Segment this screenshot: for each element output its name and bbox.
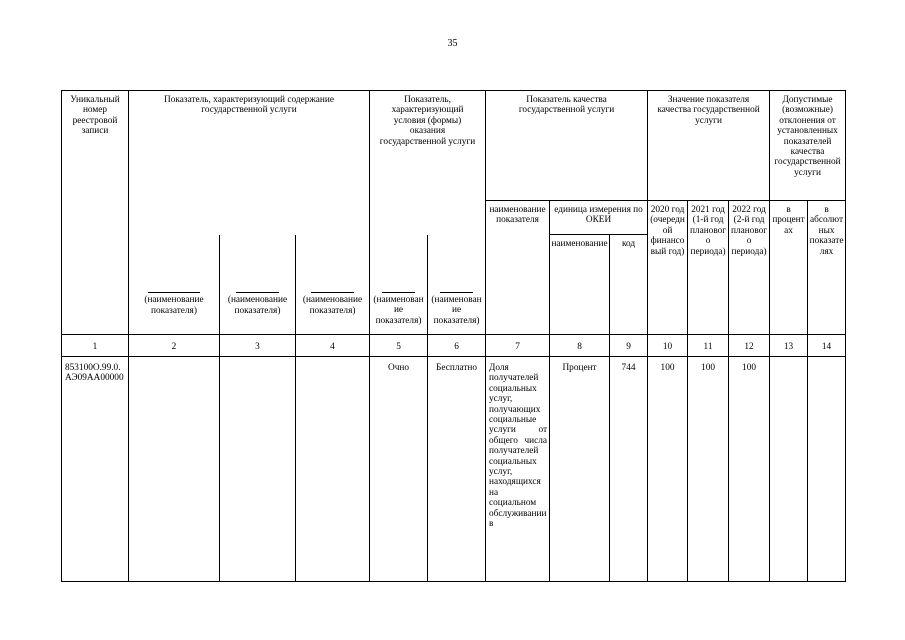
header-okei-code: код: [610, 235, 648, 335]
header-conditions-indicator: Показатель, характеризующий условия (формы) оказания государственной услуги: [370, 91, 486, 235]
registry-number: 853100О.99.0.АЭ09АА00000: [62, 357, 129, 582]
header-in-absolute: в абсолютных показателях: [808, 201, 846, 335]
column-number: 8: [550, 335, 610, 357]
cell-unit-name: Процент: [550, 357, 610, 582]
header-sub-name-col3: (наименование показателя): [220, 235, 296, 335]
page-number: 35: [447, 38, 458, 49]
header-indicator-name: наименование показателя: [486, 201, 550, 335]
column-number: 1: [62, 335, 129, 357]
column-number: 9: [610, 335, 648, 357]
column-number: 2: [129, 335, 220, 357]
header-sub-name-col5: (наименование показателя): [370, 235, 428, 335]
column-number: 14: [808, 335, 846, 357]
blank-line: [382, 292, 415, 293]
blank-line: [236, 292, 280, 293]
blank-line: [311, 292, 354, 293]
table-row: [62, 357, 846, 582]
blank-line: [148, 292, 201, 293]
quality-indicators-table: [61, 90, 846, 582]
header-deviations: Допустимые (возможные) отклонения от установленных показателей качества государственной услуги: [770, 91, 846, 201]
cell-value-2020: 100: [648, 357, 688, 582]
column-number: 3: [220, 335, 296, 357]
header-year-2022: 2022 год (2-й год планового периода): [729, 201, 770, 335]
header-year-2020: 2020 год (очередной финансовый год): [648, 201, 688, 335]
cell-content-2: [220, 357, 296, 582]
column-number: 7: [486, 335, 550, 357]
header-in-percent: в процентах: [770, 201, 808, 335]
blank-line: [440, 292, 473, 293]
header-sub-name-col4: (наименование показателя): [296, 235, 370, 335]
header-unique-number: Уникальный номер реестровой записи: [62, 91, 129, 335]
header-okei-unit: единица измерения по ОКЕИ: [550, 201, 648, 235]
column-number: 6: [428, 335, 486, 357]
column-number: 12: [729, 335, 770, 357]
cell-indicator: Доля получателей социальных услуг, получающих социальные услуги от общего числа получателей социальных услуг, находящихся на социальном обслуживании в: [486, 357, 550, 582]
column-number: 4: [296, 335, 370, 357]
cell-dev-absolute: [808, 357, 846, 582]
header-content-indicator: Показатель, характеризующий содержание государственной услуги: [129, 91, 370, 235]
column-number: 11: [688, 335, 729, 357]
cell-value-2022: 100: [729, 357, 770, 582]
cell-value-2021: 100: [688, 357, 729, 582]
column-number: 5: [370, 335, 428, 357]
cell-payment: Бесплатно: [428, 357, 486, 582]
cell-form: Очно: [370, 357, 428, 582]
cell-content-1: [129, 357, 220, 582]
header-quality-indicator: Показатель качества государственной услуги: [486, 91, 648, 201]
header-quality-value: Значение показателя качества государственной услуги: [648, 91, 770, 201]
column-numbers-row: [62, 335, 846, 357]
column-number: 10: [648, 335, 688, 357]
cell-dev-percent: [770, 357, 808, 582]
column-number: 13: [770, 335, 808, 357]
cell-content-3: [296, 357, 370, 582]
cell-unit-code: 744: [610, 357, 648, 582]
header-year-2021: 2021 год (1-й год планового периода): [688, 201, 729, 335]
header-okei-name: наименование: [550, 235, 610, 335]
header-sub-name-col6: (наименование показателя): [428, 235, 486, 335]
header-sub-name-col2: (наименование показателя): [129, 235, 220, 335]
